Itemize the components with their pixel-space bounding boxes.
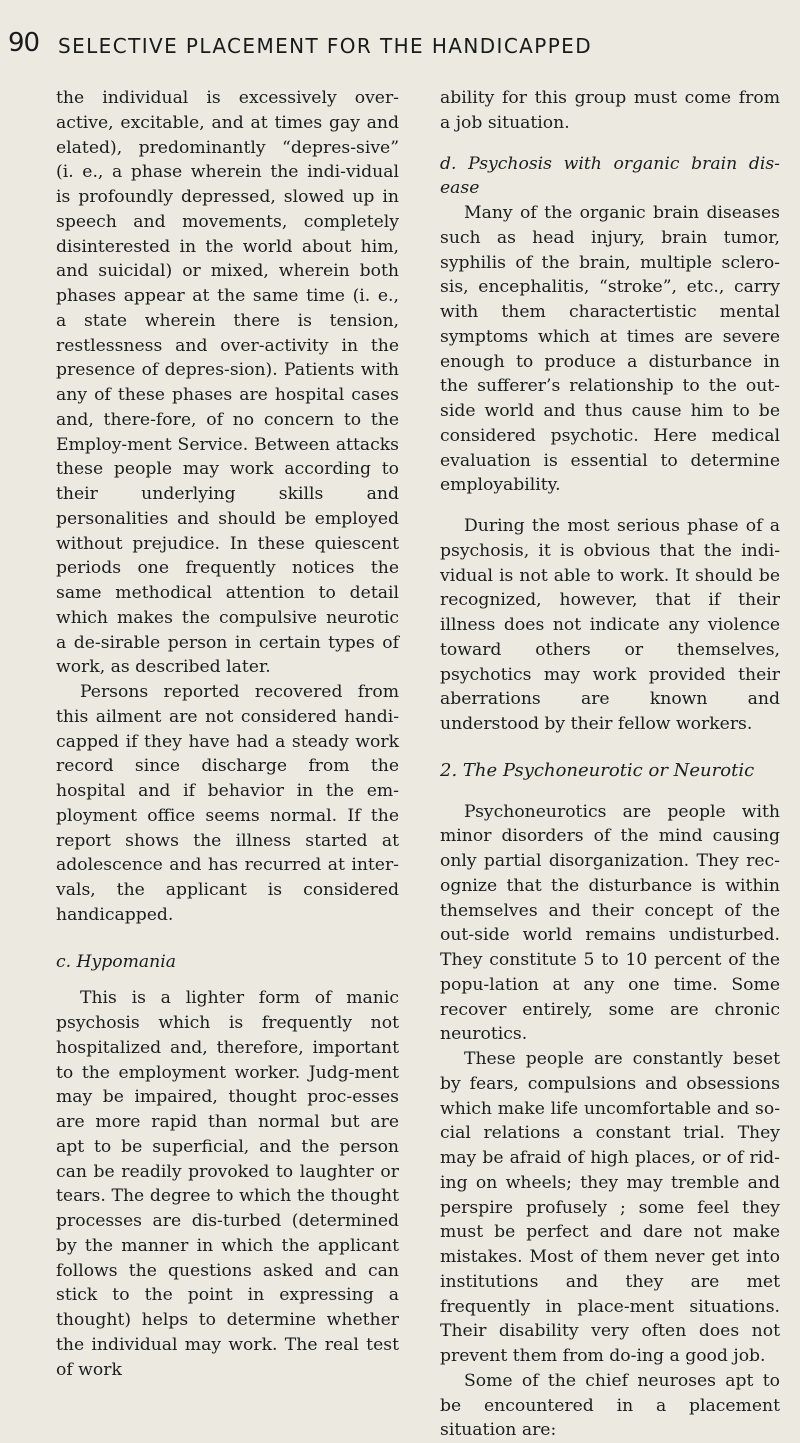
right-column <box>440 86 780 1443</box>
section-heading-organic-brain-disease: d. Psychosis with organic brain dis-ease <box>440 153 780 199</box>
paragraph-organic-brain-diseases: Many of the organic brain diseases such as head injury, brain tumor, syphilis of the brain, multiple sclero-sis, encephalitis, “stroke”, etc., carry with them charactertistic mental symptoms which at times are severe enough to produce a disturbance in the sufferer’s relationship to the out-side world and thus cause him to be considered psychotic. Here medical evaluation is essential to determine employability. <box>440 203 780 496</box>
paragraph-psychoneurotics: Psychoneurotics are people with minor disorders of the mind causing only partial disorganization. They rec-ognize that the disturbance is within themselves and their concept of the out-side world remains undisturbed. They constitute 5 to 10 percent of the popu-lation at any one time. Some recover entirely, some are chronic neurotics. <box>440 801 780 1045</box>
running-head: SELECTIVE PLACEMENT FOR THE HANDICAPPED <box>58 34 593 58</box>
paragraph-hypomania: This is a lighter form of manic psychosis which is frequently not hospitalized and, therefore, important to the employment worker. Judg-ment may be impaired, thought proc-esses are more rapid than normal but are apt to be superficial, and the person can be readily provoked to laughter or tears. The degree to which the thought processes are dis-turbed (determined by the manner in which the applicant follows the questions asked and can stick to the point in expressing a thought) helps to determine whether the individual may work. The real test of work <box>56 988 399 1380</box>
section-heading-psychoneurotic: 2. The Psychoneurotic or Neurotic <box>440 759 755 781</box>
left-column <box>56 86 399 1382</box>
paragraph-fears-compulsions: These people are constantly beset by fears, compulsions and obsessions which make life uncomfortable and so-cial relations a constant trial. They may be afraid of high places, or of rid-ing on wheels; they may tremble and perspire profusely ; some feel they must be perfect and dare not make mistakes. Most of them never get into institutions and they are met frequently in place-ment situations. Their disability very often does not prevent them from do-ing a good job. <box>440 1049 780 1366</box>
paragraph-manic-depressive-phases: the individual is excessively over-active, excitable, and at times gay and elated), predominantly “depres-sive” (i. e., a phase wherein the indi-vidual is profoundly depressed, slowed up in speech and movements, completely disinterested in the world about him, and suicidal) or mixed, wherein both phases appear at the same time (i. e., a state wherein there is tension, restlessness and over-activity in the presence of depres-sion). Patients with any of these phases are hospital cases and, there-fore, of no concern to the Employ-ment Service. Between attacks these people may work according to their underlying skills and personalities and should be employed without prejudice. In these quiescent periods one frequently notices the same methodical attention to detail which makes the compulsive neurotic a de-sirable person in certain types of work, as described later. <box>56 88 399 678</box>
paragraph-serious-phase: During the most serious phase of a psychosis, it is obvious that the indi-vidual is not able to work. It should be recognized, however, that if their illness does not indicate any violence toward others or themselves, psychotics may work provided their aberrations are known and understood by their fellow workers. <box>440 516 780 734</box>
paragraph-chief-neuroses: Some of the chief neuroses apt to be encountered in a placement situation are: <box>440 1370 780 1441</box>
section-heading-hypomania: c. Hypomania <box>56 951 176 972</box>
page-number: 90 <box>8 28 40 58</box>
paragraph-job-situation: ability for this group must come from a job situation. <box>440 88 780 133</box>
paragraph-recovered-persons: Persons reported recovered from this ailment are not considered handi-capped if they have had a steady work record since discharge from the hospital and if behavior in the em-ployment office seems normal. If the report shows the illness started at adolescence and has recurred at inter-vals, the applicant is considered handicapped. <box>56 682 399 925</box>
